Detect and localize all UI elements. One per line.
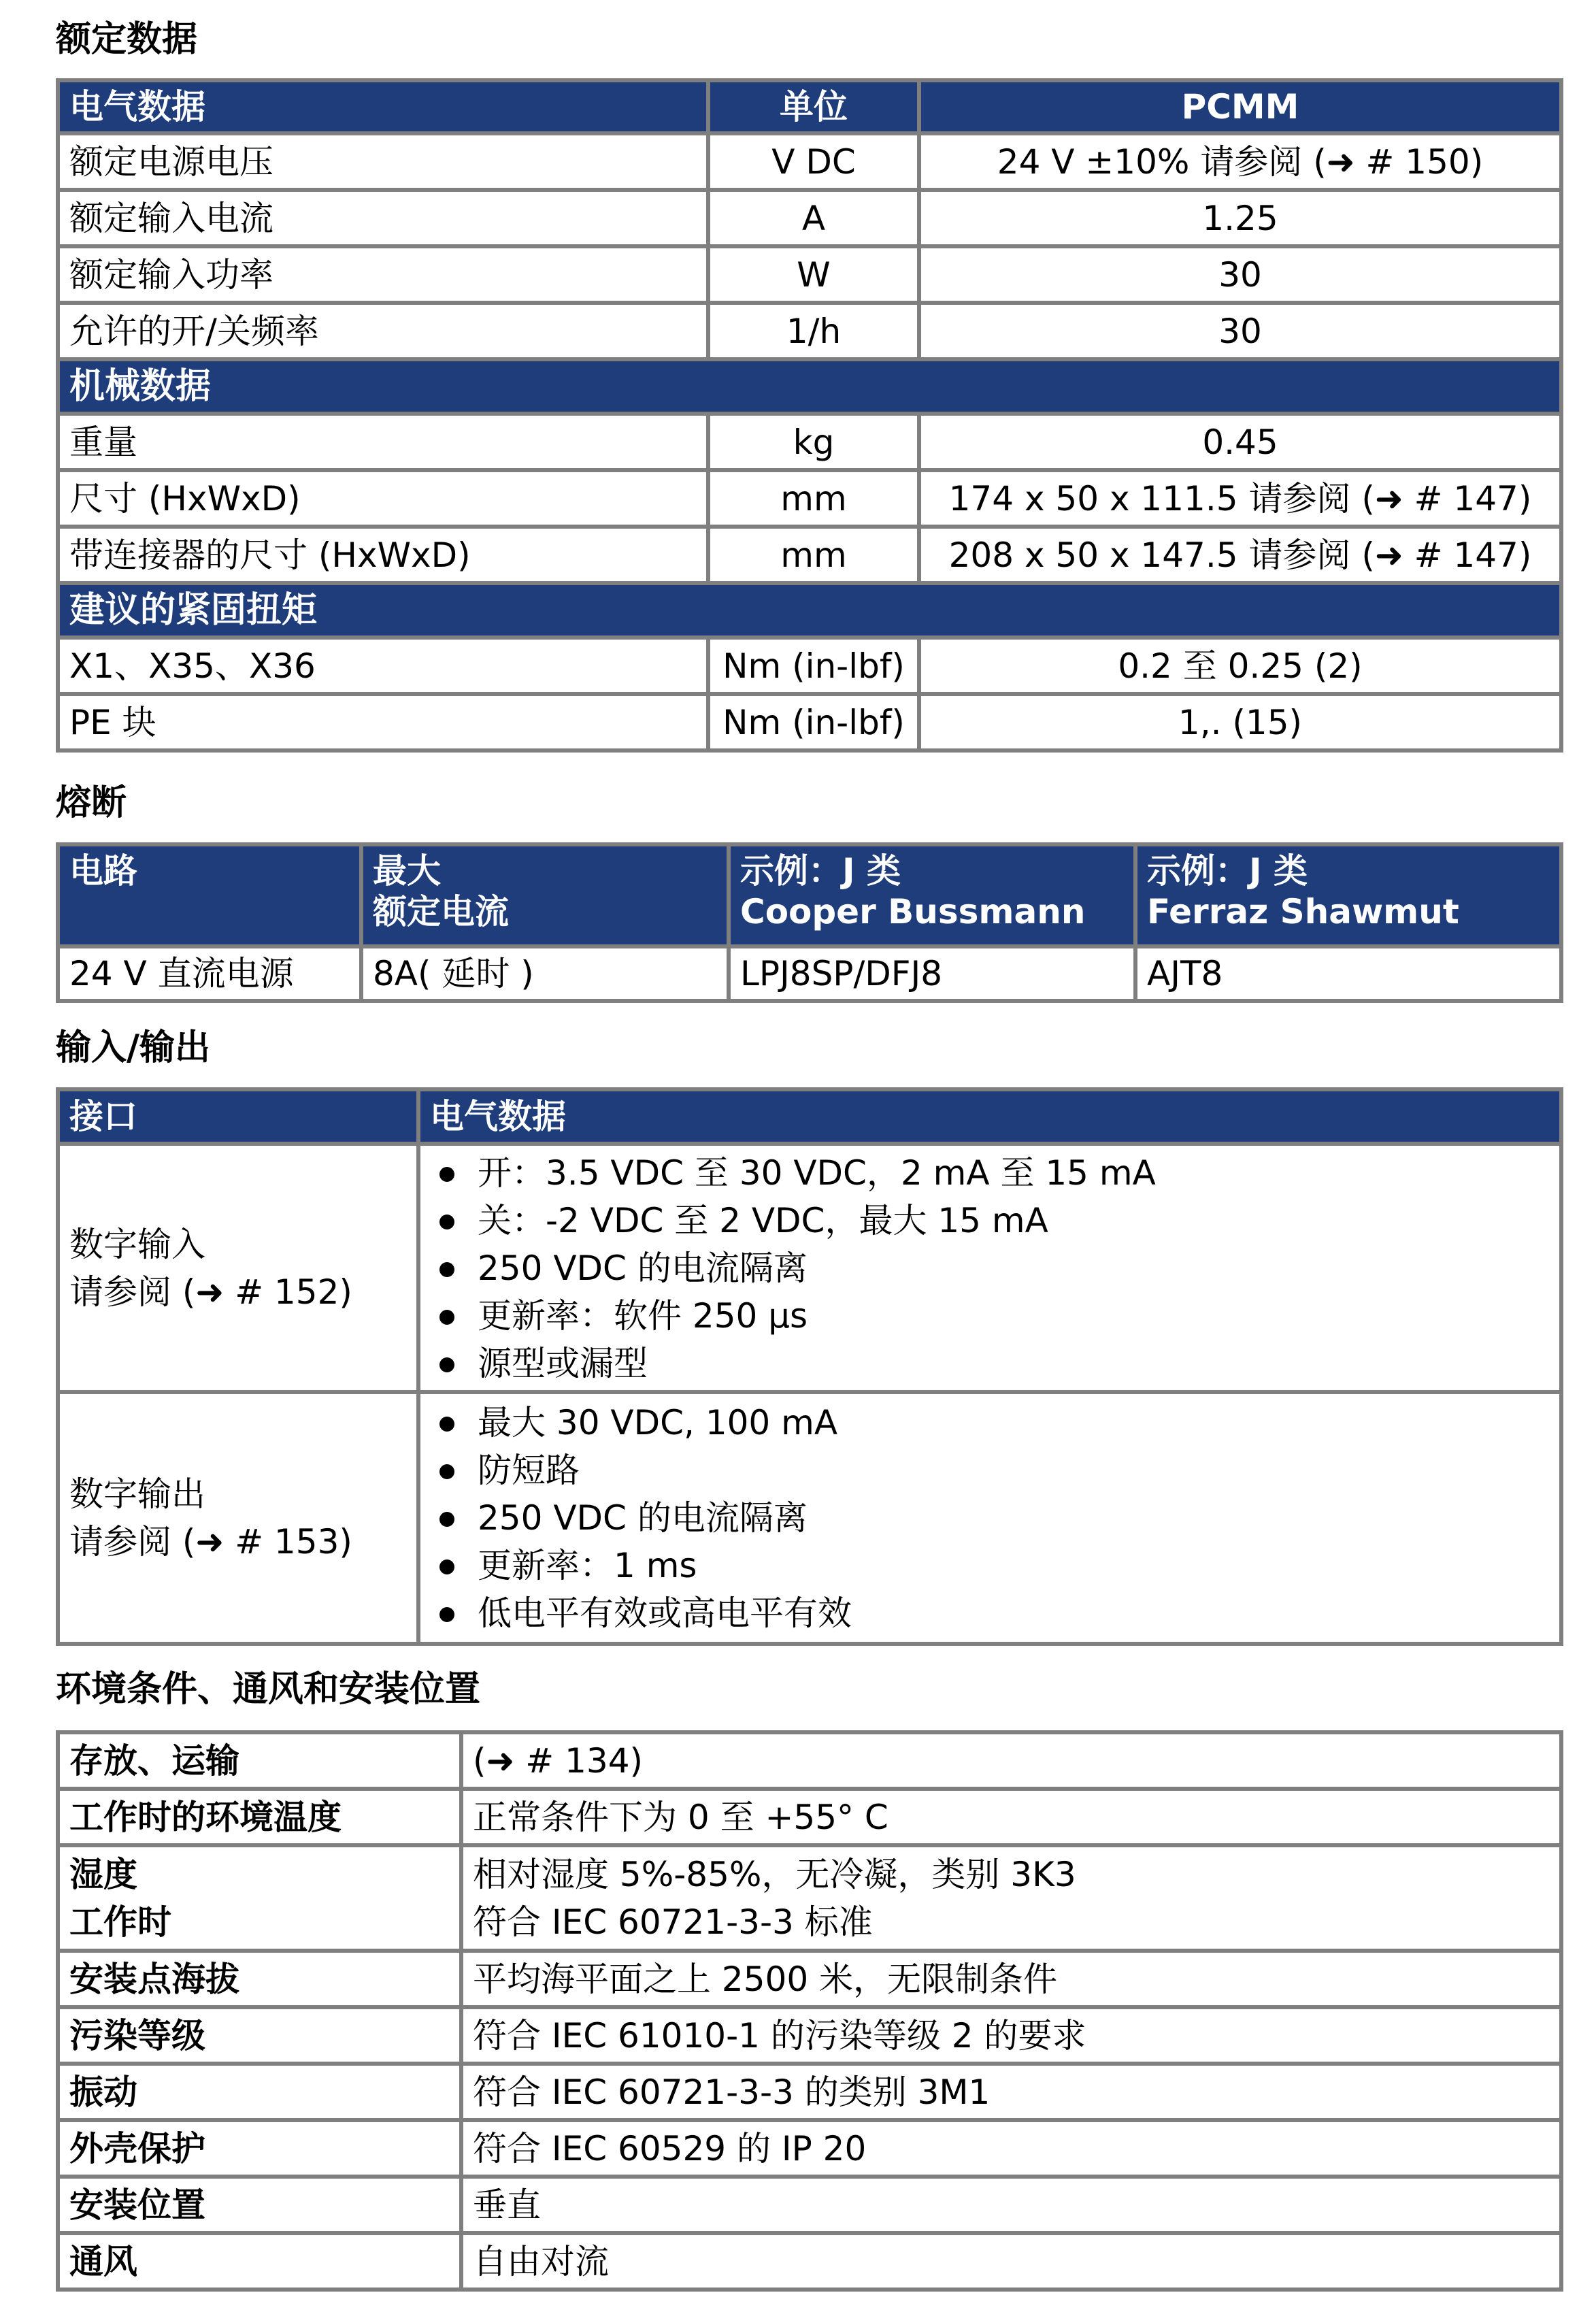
header-example-cooper-bussmann: 示例：J 类 Cooper Bussmann bbox=[729, 844, 1135, 946]
fuse-ferraz-shawmut: AJT8 bbox=[1135, 946, 1561, 1001]
table-row bbox=[58, 2064, 1561, 2120]
list-item: 关：-2 VDC 至 2 VDC，最大 15 mA bbox=[430, 1197, 1550, 1244]
env-label: 安装点海拔 bbox=[58, 1951, 461, 2007]
row-unit: Nm (in-lbf) bbox=[708, 638, 919, 694]
digital-input-row bbox=[58, 1144, 1561, 1392]
fusing-table bbox=[56, 842, 1563, 1003]
row-value: 30 bbox=[919, 303, 1561, 359]
row-label: 额定输入功率 bbox=[58, 246, 708, 303]
fuse-rated-current: 8A( 延时 ) bbox=[361, 946, 729, 1001]
mechanical-category-row bbox=[58, 359, 1561, 414]
torque-category-row bbox=[58, 583, 1561, 638]
env-label: 通风 bbox=[58, 2233, 461, 2290]
table-row bbox=[58, 694, 1561, 750]
env-value: 符合 IEC 60721-3-3 的类别 3M1 bbox=[461, 2064, 1561, 2120]
row-label: 额定电源电压 bbox=[58, 133, 708, 190]
rated-header-row bbox=[58, 80, 1561, 133]
row-unit: kg bbox=[708, 414, 919, 470]
header-circuit: 电路 bbox=[58, 844, 361, 946]
table-row bbox=[58, 1732, 1561, 1789]
list-item: 低电平有效或高电平有效 bbox=[430, 1589, 1550, 1637]
list-item: 开：3.5 VDC 至 30 VDC，2 mA 至 15 mA bbox=[430, 1149, 1550, 1197]
rated-data-table bbox=[56, 78, 1563, 753]
io-header-row bbox=[58, 1089, 1561, 1144]
header-example-ferraz-shawmut: 示例：J 类 Ferraz Shawmut bbox=[1135, 844, 1561, 946]
table-row bbox=[58, 303, 1561, 359]
fusing-header-row bbox=[58, 844, 1561, 946]
env-label: 安装位置 bbox=[58, 2177, 461, 2233]
row-unit: 1/h bbox=[708, 303, 919, 359]
row-label: 尺寸 (HxWxD) bbox=[58, 470, 708, 527]
mechanical-data-heading: 机械数据 bbox=[58, 359, 1561, 414]
digital-output-label: 数字输出 请参阅 (➜ # 153) bbox=[58, 1392, 418, 1644]
fuse-circuit: 24 V 直流电源 bbox=[58, 946, 361, 1001]
header-unit: 单位 bbox=[708, 80, 919, 133]
table-row bbox=[58, 414, 1561, 470]
env-label: 存放、运输 bbox=[58, 1732, 461, 1789]
row-label: 允许的开/关频率 bbox=[58, 303, 708, 359]
table-row bbox=[58, 133, 1561, 190]
table-row bbox=[58, 246, 1561, 303]
table-row bbox=[58, 2120, 1561, 2177]
env-value: 符合 IEC 60529 的 IP 20 bbox=[461, 2120, 1561, 2177]
env-value: 自由对流 bbox=[461, 2233, 1561, 2290]
row-value: 174 x 50 x 111.5 请参阅 (➜ # 147) bbox=[919, 470, 1561, 527]
table-row bbox=[58, 1951, 1561, 2007]
row-unit: Nm (in-lbf) bbox=[708, 694, 919, 750]
table-row bbox=[58, 2177, 1561, 2233]
digital-output-row bbox=[58, 1392, 1561, 1644]
env-value: 正常条件下为 0 至 +55° C bbox=[461, 1789, 1561, 1845]
row-unit: W bbox=[708, 246, 919, 303]
table-row bbox=[58, 1789, 1561, 1845]
row-unit: mm bbox=[708, 527, 919, 583]
rated-data-title: 额定数据 bbox=[56, 19, 198, 60]
fuse-cooper-bussmann: LPJ8SP/DFJ8 bbox=[729, 946, 1135, 1001]
environment-title: 环境条件、通风和安装位置 bbox=[56, 1669, 481, 1710]
header-electrical-data: 电气数据 bbox=[418, 1089, 1561, 1144]
row-value: 1.25 bbox=[919, 190, 1561, 246]
env-label: 工作时的环境温度 bbox=[58, 1789, 461, 1845]
list-item: 更新率：1 ms bbox=[430, 1542, 1550, 1589]
table-row bbox=[58, 190, 1561, 246]
row-unit: A bbox=[708, 190, 919, 246]
env-value: (➜ # 134) bbox=[461, 1732, 1561, 1789]
row-label: X1、X35、X36 bbox=[58, 638, 708, 694]
env-label: 污染等级 bbox=[58, 2007, 461, 2064]
row-label: PE 块 bbox=[58, 694, 708, 750]
list-item: 250 VDC 的电流隔离 bbox=[430, 1494, 1550, 1542]
list-item: 源型或漏型 bbox=[430, 1340, 1550, 1387]
row-label: 额定输入电流 bbox=[58, 190, 708, 246]
table-row bbox=[58, 527, 1561, 583]
digital-input-label: 数字输入 请参阅 (➜ # 152) bbox=[58, 1144, 418, 1392]
table-row bbox=[58, 638, 1561, 694]
digital-input-specs bbox=[418, 1144, 1561, 1392]
row-value: 208 x 50 x 147.5 请参阅 (➜ # 147) bbox=[919, 527, 1561, 583]
env-value: 垂直 bbox=[461, 2177, 1561, 2233]
table-row bbox=[58, 946, 1561, 1001]
env-label: 外壳保护 bbox=[58, 2120, 461, 2177]
header-electrical-data: 电气数据 bbox=[58, 80, 708, 133]
header-interface: 接口 bbox=[58, 1089, 418, 1144]
table-row bbox=[58, 1845, 1561, 1951]
env-value: 平均海平面之上 2500 米，无限制条件 bbox=[461, 1951, 1561, 2007]
env-value: 相对湿度 5%-85%，无冷凝，类别 3K3 符合 IEC 60721-3-3 标准 bbox=[461, 1845, 1561, 1951]
row-value: 0.2 至 0.25 (2) bbox=[919, 638, 1561, 694]
table-row bbox=[58, 2233, 1561, 2290]
env-value: 符合 IEC 61010-1 的污染等级 2 的要求 bbox=[461, 2007, 1561, 2064]
row-value: 30 bbox=[919, 246, 1561, 303]
io-title: 输入/输出 bbox=[56, 1027, 210, 1068]
environment-table bbox=[56, 1730, 1563, 2292]
digital-output-specs bbox=[418, 1392, 1561, 1644]
list-item: 250 VDC 的电流隔离 bbox=[430, 1244, 1550, 1292]
tightening-torque-heading: 建议的紧固扭矩 bbox=[58, 583, 1561, 638]
io-table bbox=[56, 1087, 1563, 1646]
row-label: 重量 bbox=[58, 414, 708, 470]
table-row bbox=[58, 470, 1561, 527]
env-label: 湿度 工作时 bbox=[58, 1845, 461, 1951]
row-value: 0.45 bbox=[919, 414, 1561, 470]
list-item: 最大 30 VDC, 100 mA bbox=[430, 1399, 1550, 1447]
env-label: 振动 bbox=[58, 2064, 461, 2120]
row-value: 1,. (15) bbox=[919, 694, 1561, 750]
row-unit: V DC bbox=[708, 133, 919, 190]
row-value: 24 V ±10% 请参阅 (➜ # 150) bbox=[919, 133, 1561, 190]
list-item: 更新率：软件 250 µs bbox=[430, 1292, 1550, 1340]
fusing-title: 熔断 bbox=[56, 782, 127, 823]
list-item: 防短路 bbox=[430, 1447, 1550, 1494]
header-pcmm: PCMM bbox=[919, 80, 1561, 133]
table-row bbox=[58, 2007, 1561, 2064]
header-max-rated-current: 最大 额定电流 bbox=[361, 844, 729, 946]
row-unit: mm bbox=[708, 470, 919, 527]
row-label: 带连接器的尺寸 (HxWxD) bbox=[58, 527, 708, 583]
